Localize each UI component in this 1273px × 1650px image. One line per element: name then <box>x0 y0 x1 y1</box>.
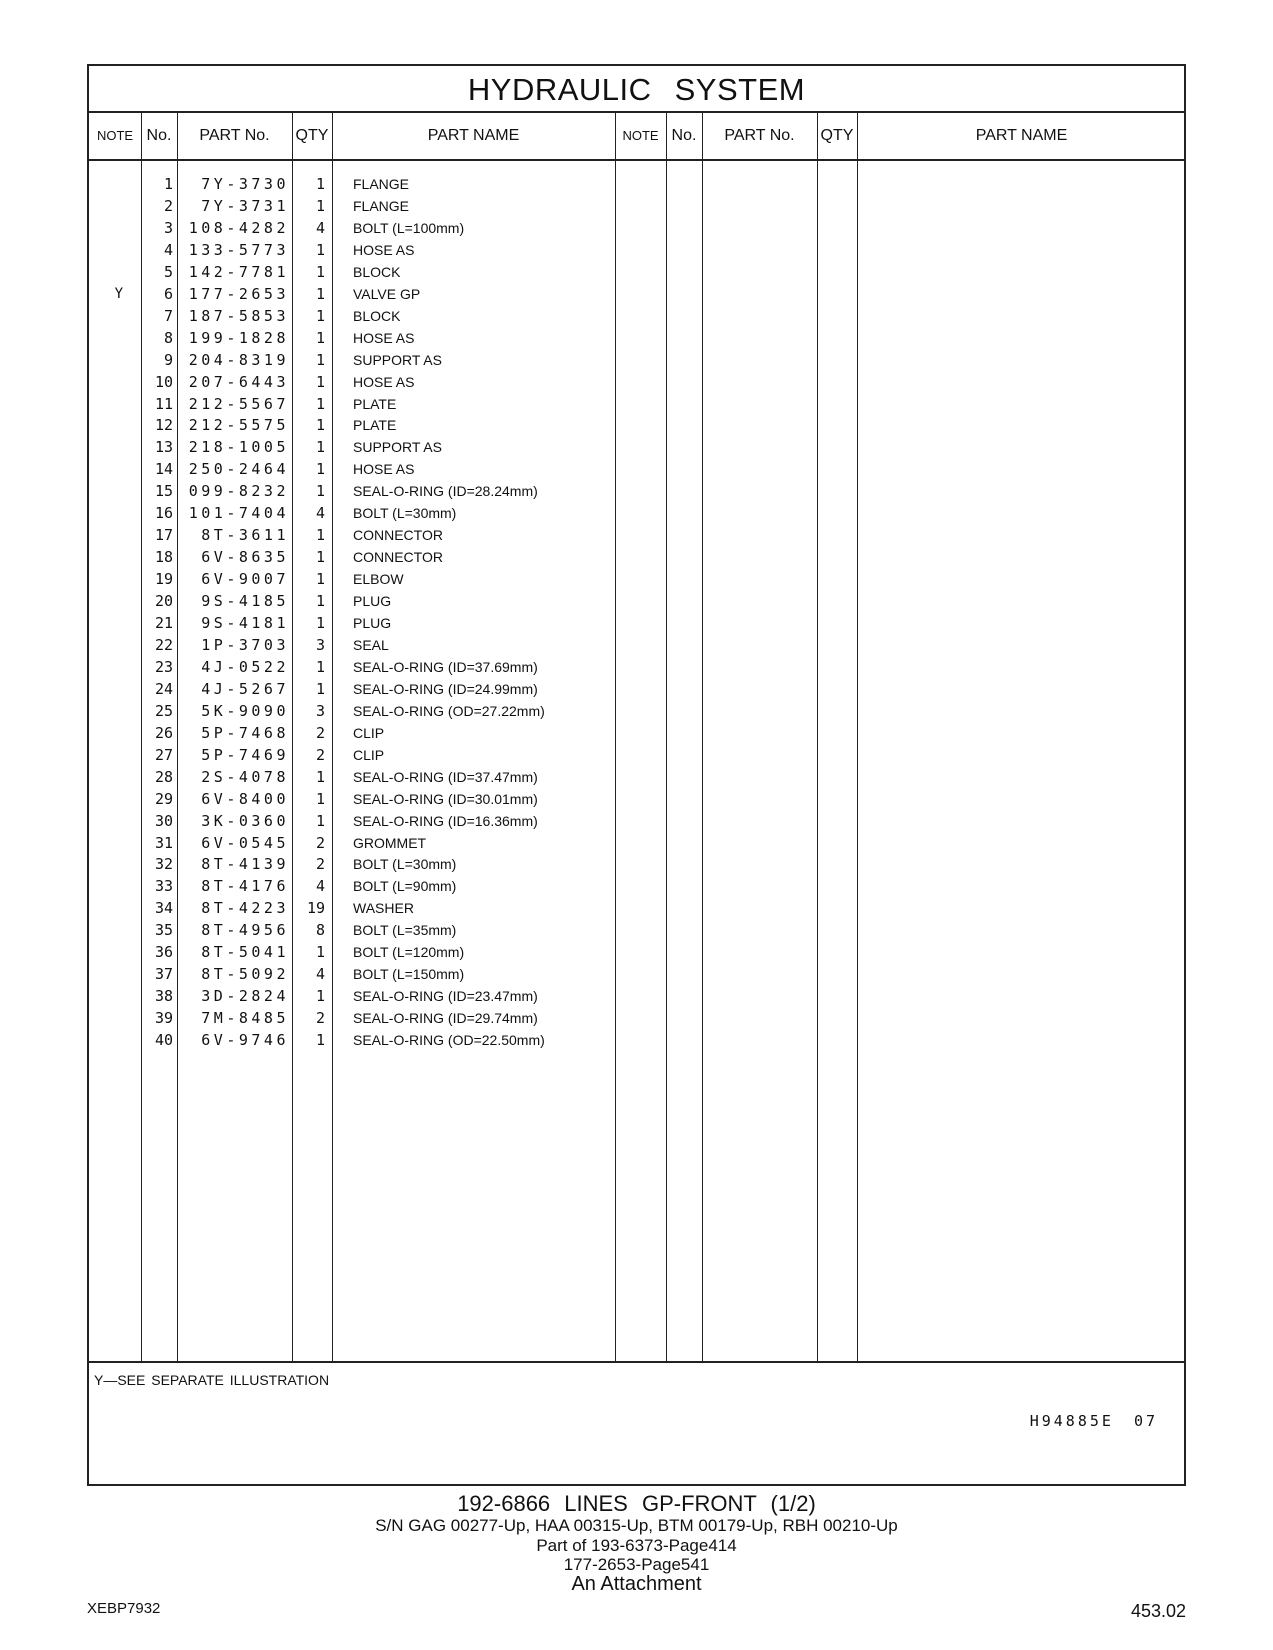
row-number: 7 <box>163 306 173 325</box>
row-number: 11 <box>154 394 173 413</box>
col-note-right: NOTE <box>622 128 659 143</box>
row-note: Y <box>114 285 123 302</box>
row-quantity: 1 <box>315 789 325 808</box>
row-part-name: CONNECTOR <box>353 549 443 566</box>
row-part-name: FLANGE <box>353 197 410 214</box>
row-quantity: 4 <box>315 504 325 523</box>
row-quantity: 1 <box>315 943 325 962</box>
row-part-number: 7Y-3731 <box>201 196 289 215</box>
row-part-number: 6V-8635 <box>201 548 289 567</box>
col-part-name-left: PART NAME <box>427 127 520 144</box>
table-row <box>89 1029 649 1052</box>
row-part-name: BLOCK <box>353 307 401 324</box>
table-row <box>89 436 649 459</box>
row-quantity: 8 <box>315 921 325 940</box>
row-part-number: 250-2464 <box>188 460 289 479</box>
row-number: 25 <box>154 701 173 720</box>
row-number: 9 <box>163 350 173 369</box>
row-number: 40 <box>154 1031 173 1050</box>
row-quantity: 1 <box>315 767 325 786</box>
row-part-name: GROMMET <box>353 834 427 851</box>
row-number: 34 <box>154 899 173 918</box>
row-quantity: 2 <box>315 723 325 742</box>
row-part-number: 9S-4181 <box>201 614 289 632</box>
row-part-number: 142-7781 <box>188 262 289 281</box>
col-no-left: No. <box>146 127 172 144</box>
table-row <box>89 744 649 767</box>
table-row <box>89 788 649 811</box>
group-title: 192-6866 LINES GP-FRONT (1/2) <box>457 1491 816 1516</box>
row-part-name: SEAL-O-RING (ID=29.74mm) <box>353 1010 538 1027</box>
row-number: 6 <box>163 284 173 303</box>
attachment-label: An Attachment <box>571 1573 702 1595</box>
row-part-number: 8T-4223 <box>201 899 289 918</box>
row-quantity: 1 <box>315 614 325 632</box>
row-part-number: 212-5575 <box>188 416 289 435</box>
row-number: 5 <box>163 262 173 281</box>
table-row <box>89 217 649 240</box>
row-quantity: 4 <box>315 965 325 984</box>
row-quantity: 19 <box>306 899 325 918</box>
row-part-number: 177-2653 <box>188 284 289 303</box>
reference-code-value: H94885E <box>1029 1412 1114 1430</box>
table-row <box>89 371 649 394</box>
col-part-no-left: PART No. <box>199 127 270 144</box>
row-number: 21 <box>154 614 173 632</box>
row-part-name: CLIP <box>353 724 385 741</box>
row-part-name: BOLT (L=150mm) <box>353 966 465 983</box>
row-part-number: 8T-4956 <box>201 921 289 940</box>
row-quantity: 2 <box>315 745 325 764</box>
row-number: 29 <box>154 789 173 808</box>
row-quantity: 1 <box>315 284 325 303</box>
row-part-number: 108-4282 <box>188 218 289 237</box>
table-row <box>89 568 649 591</box>
col-qty-left: QTY <box>295 127 329 144</box>
table-row <box>89 414 649 437</box>
row-number: 26 <box>154 723 173 742</box>
row-number: 24 <box>154 679 173 698</box>
row-part-number: 5P-7469 <box>201 745 289 764</box>
row-part-number: 3K-0360 <box>201 811 289 830</box>
row-part-number: 6V-9007 <box>201 570 289 589</box>
row-quantity: 4 <box>315 218 325 237</box>
row-part-number: 8T-4176 <box>201 877 289 896</box>
row-quantity: 1 <box>315 679 325 698</box>
row-part-number: 6V-8400 <box>201 789 289 808</box>
reference-code <box>1030 1412 1158 1430</box>
col-part-name-right: PART NAME <box>975 127 1068 144</box>
row-part-name: SEAL-O-RING (OD=22.50mm) <box>353 1032 545 1049</box>
footnote: Y—SEE SEPARATE ILLUSTRATION <box>94 1372 330 1388</box>
row-part-name: SEAL-O-RING (ID=24.99mm) <box>353 680 538 697</box>
row-part-name: HOSE AS <box>353 329 415 346</box>
col-part-no-right: PART No. <box>724 127 795 144</box>
row-part-name: BLOCK <box>353 263 401 280</box>
page-reference: 177-2653-Page541 <box>563 1555 710 1574</box>
row-part-name: SEAL <box>353 636 389 653</box>
row-quantity: 1 <box>315 196 325 215</box>
row-part-name: PLUG <box>353 615 392 631</box>
row-part-number: 6V-9746 <box>201 1031 289 1050</box>
row-part-name: HOSE AS <box>353 373 415 390</box>
row-quantity: 4 <box>315 877 325 896</box>
row-number: 37 <box>154 965 173 984</box>
row-part-name: BOLT (L=35mm) <box>353 922 457 939</box>
row-number: 17 <box>154 526 173 545</box>
serial-numbers: S/N GAG 00277-Up, HAA 00315-Up, BTM 00179-Up, RBH 00210-Up <box>375 1516 898 1535</box>
table-row <box>89 1007 649 1030</box>
row-quantity: 2 <box>315 1009 325 1028</box>
row-part-name: WASHER <box>353 900 414 917</box>
row-part-number: 3D-2824 <box>201 987 289 1006</box>
page-title: HYDRAULIC SYSTEM <box>89 66 1184 113</box>
row-part-name: SEAL-O-RING (ID=30.01mm) <box>353 790 538 807</box>
table-row <box>89 305 649 328</box>
row-part-number: 099-8232 <box>188 482 289 501</box>
col-qty-right: QTY <box>820 127 854 144</box>
row-quantity: 2 <box>315 833 325 852</box>
row-part-number: 199-1828 <box>188 328 289 347</box>
row-part-number: 1P-3703 <box>201 635 289 654</box>
row-number: 10 <box>154 372 173 391</box>
table-row <box>89 261 649 284</box>
row-number: 22 <box>154 635 173 654</box>
row-part-name: CONNECTOR <box>353 527 443 544</box>
row-quantity: 1 <box>315 262 325 281</box>
row-number: 28 <box>154 767 173 786</box>
row-part-name: PLATE <box>353 395 397 412</box>
row-quantity: 1 <box>315 328 325 347</box>
row-part-name: HOSE AS <box>353 241 415 258</box>
row-part-name: SEAL-O-RING (ID=37.47mm) <box>353 768 538 785</box>
table-row <box>89 875 649 898</box>
row-number: 35 <box>154 921 173 940</box>
row-quantity: 3 <box>315 701 325 720</box>
row-part-number: 6V-0545 <box>201 833 289 852</box>
table-row <box>89 239 649 262</box>
row-part-number: 204-8319 <box>188 350 289 369</box>
document-id: XEBP7932 <box>87 1600 161 1617</box>
row-quantity: 1 <box>315 416 325 435</box>
row-part-number: 8T-5092 <box>201 965 289 984</box>
table-row <box>89 919 649 942</box>
reference-revision: 07 <box>1133 1412 1158 1430</box>
table-row <box>89 546 649 569</box>
page-number: 453.02 <box>1130 1601 1186 1621</box>
table-row <box>89 458 649 481</box>
row-part-name: BOLT (L=120mm) <box>353 944 465 961</box>
row-quantity: 2 <box>315 855 325 874</box>
row-number: 38 <box>154 987 173 1006</box>
row-part-name: BOLT (L=30mm) <box>353 505 457 522</box>
row-quantity: 1 <box>315 987 325 1006</box>
row-number: 15 <box>154 482 173 501</box>
row-number: 39 <box>154 1009 173 1028</box>
row-part-name: SUPPORT AS <box>353 351 442 368</box>
row-quantity: 1 <box>315 372 325 391</box>
table-row <box>89 832 649 855</box>
row-part-name: BOLT (L=30mm) <box>353 856 457 873</box>
row-part-number: 212-5567 <box>188 394 289 413</box>
row-part-number: 2S-4078 <box>201 767 289 786</box>
row-quantity: 1 <box>315 657 325 676</box>
row-part-name: SEAL-O-RING (ID=28.24mm) <box>353 483 538 500</box>
row-quantity: 1 <box>315 175 325 193</box>
row-number: 27 <box>154 745 173 764</box>
row-part-number: 218-1005 <box>188 438 289 457</box>
row-part-number: 7Y-3730 <box>201 175 289 193</box>
row-part-number: 4J-5267 <box>201 679 289 698</box>
row-part-name: ELBOW <box>353 571 404 588</box>
table-row <box>89 897 649 920</box>
row-part-number: 8T-3611 <box>201 526 289 545</box>
table-row <box>89 393 649 416</box>
row-number: 3 <box>163 218 173 237</box>
row-part-number: 101-7404 <box>188 504 289 523</box>
row-part-name: SEAL-O-RING (ID=37.69mm) <box>353 658 538 675</box>
table-row <box>89 349 649 372</box>
table-header <box>89 113 1184 161</box>
row-part-number: 8T-5041 <box>201 943 289 962</box>
row-part-number: 5P-7468 <box>201 723 289 742</box>
row-quantity: 1 <box>315 306 325 325</box>
table-row <box>89 722 649 745</box>
table-row <box>89 612 649 635</box>
row-quantity: 1 <box>315 460 325 479</box>
row-part-name: PLATE <box>353 417 397 434</box>
sheet-footer <box>89 1361 1184 1486</box>
row-part-number: 5K-9090 <box>201 701 289 720</box>
row-quantity: 1 <box>315 1031 325 1050</box>
row-quantity: 1 <box>315 438 325 457</box>
table-row <box>89 963 649 986</box>
row-part-number: 133-5773 <box>188 240 289 259</box>
table-row <box>89 853 649 876</box>
row-number: 19 <box>154 570 173 589</box>
row-part-name: SEAL-O-RING (ID=23.47mm) <box>353 988 538 1005</box>
row-quantity: 1 <box>315 592 325 611</box>
row-number: 4 <box>163 240 173 259</box>
col-no-right: No. <box>671 127 697 144</box>
row-number: 2 <box>163 196 173 215</box>
row-number: 14 <box>154 460 173 479</box>
row-number: 31 <box>154 833 173 852</box>
table-row <box>89 941 649 964</box>
row-number: 16 <box>154 504 173 523</box>
row-part-name: VALVE GP <box>353 285 421 302</box>
table-row <box>89 810 649 833</box>
part-of-reference: Part of 193-6373-Page414 <box>536 1536 737 1555</box>
row-part-number: 9S-4185 <box>201 592 289 611</box>
row-quantity: 1 <box>315 548 325 567</box>
row-part-name: PLUG <box>353 593 392 610</box>
row-number: 32 <box>154 855 173 874</box>
row-number: 33 <box>154 877 173 896</box>
row-quantity: 1 <box>315 482 325 501</box>
row-quantity: 1 <box>315 240 325 259</box>
parts-sheet <box>87 64 1186 1486</box>
row-number: 1 <box>163 175 173 193</box>
table-row <box>89 590 649 613</box>
row-part-name: SUPPORT AS <box>353 439 442 456</box>
row-quantity: 3 <box>315 635 325 654</box>
row-quantity: 1 <box>315 526 325 545</box>
table-row <box>89 283 649 306</box>
parts-list <box>89 161 1184 1361</box>
row-number: 8 <box>163 328 173 347</box>
table-row <box>89 678 649 701</box>
table-row <box>89 173 649 196</box>
row-quantity: 1 <box>315 570 325 589</box>
table-row <box>89 700 649 723</box>
row-part-number: 4J-0522 <box>201 657 289 676</box>
table-row <box>89 985 649 1008</box>
table-row <box>89 480 649 503</box>
row-part-name: BOLT (L=100mm) <box>353 219 465 236</box>
row-part-number: 207-6443 <box>188 372 289 391</box>
row-part-name: SEAL-O-RING (OD=27.22mm) <box>353 702 545 719</box>
table-row <box>89 524 649 547</box>
row-part-number: 7M-8485 <box>201 1009 289 1028</box>
row-part-name: HOSE AS <box>353 461 415 478</box>
row-number: 23 <box>154 657 173 676</box>
table-row <box>89 502 649 525</box>
row-part-number: 187-5853 <box>188 306 289 325</box>
table-row <box>89 634 649 657</box>
table-row <box>89 766 649 789</box>
row-number: 36 <box>154 943 173 962</box>
row-part-number: 8T-4139 <box>201 855 289 874</box>
table-row <box>89 327 649 350</box>
row-number: 30 <box>154 811 173 830</box>
row-number: 12 <box>154 416 173 435</box>
row-quantity: 1 <box>315 811 325 830</box>
row-number: 18 <box>154 548 173 567</box>
row-part-name: SEAL-O-RING (ID=16.36mm) <box>353 812 538 829</box>
row-quantity: 1 <box>315 394 325 413</box>
row-number: 13 <box>154 438 173 457</box>
row-part-name: FLANGE <box>353 176 410 192</box>
table-row <box>89 656 649 679</box>
row-quantity: 1 <box>315 350 325 369</box>
row-number: 20 <box>154 592 173 611</box>
row-part-name: CLIP <box>353 746 385 763</box>
table-row <box>89 195 649 218</box>
col-note-left: NOTE <box>96 128 134 143</box>
row-part-name: BOLT (L=90mm) <box>353 878 457 895</box>
